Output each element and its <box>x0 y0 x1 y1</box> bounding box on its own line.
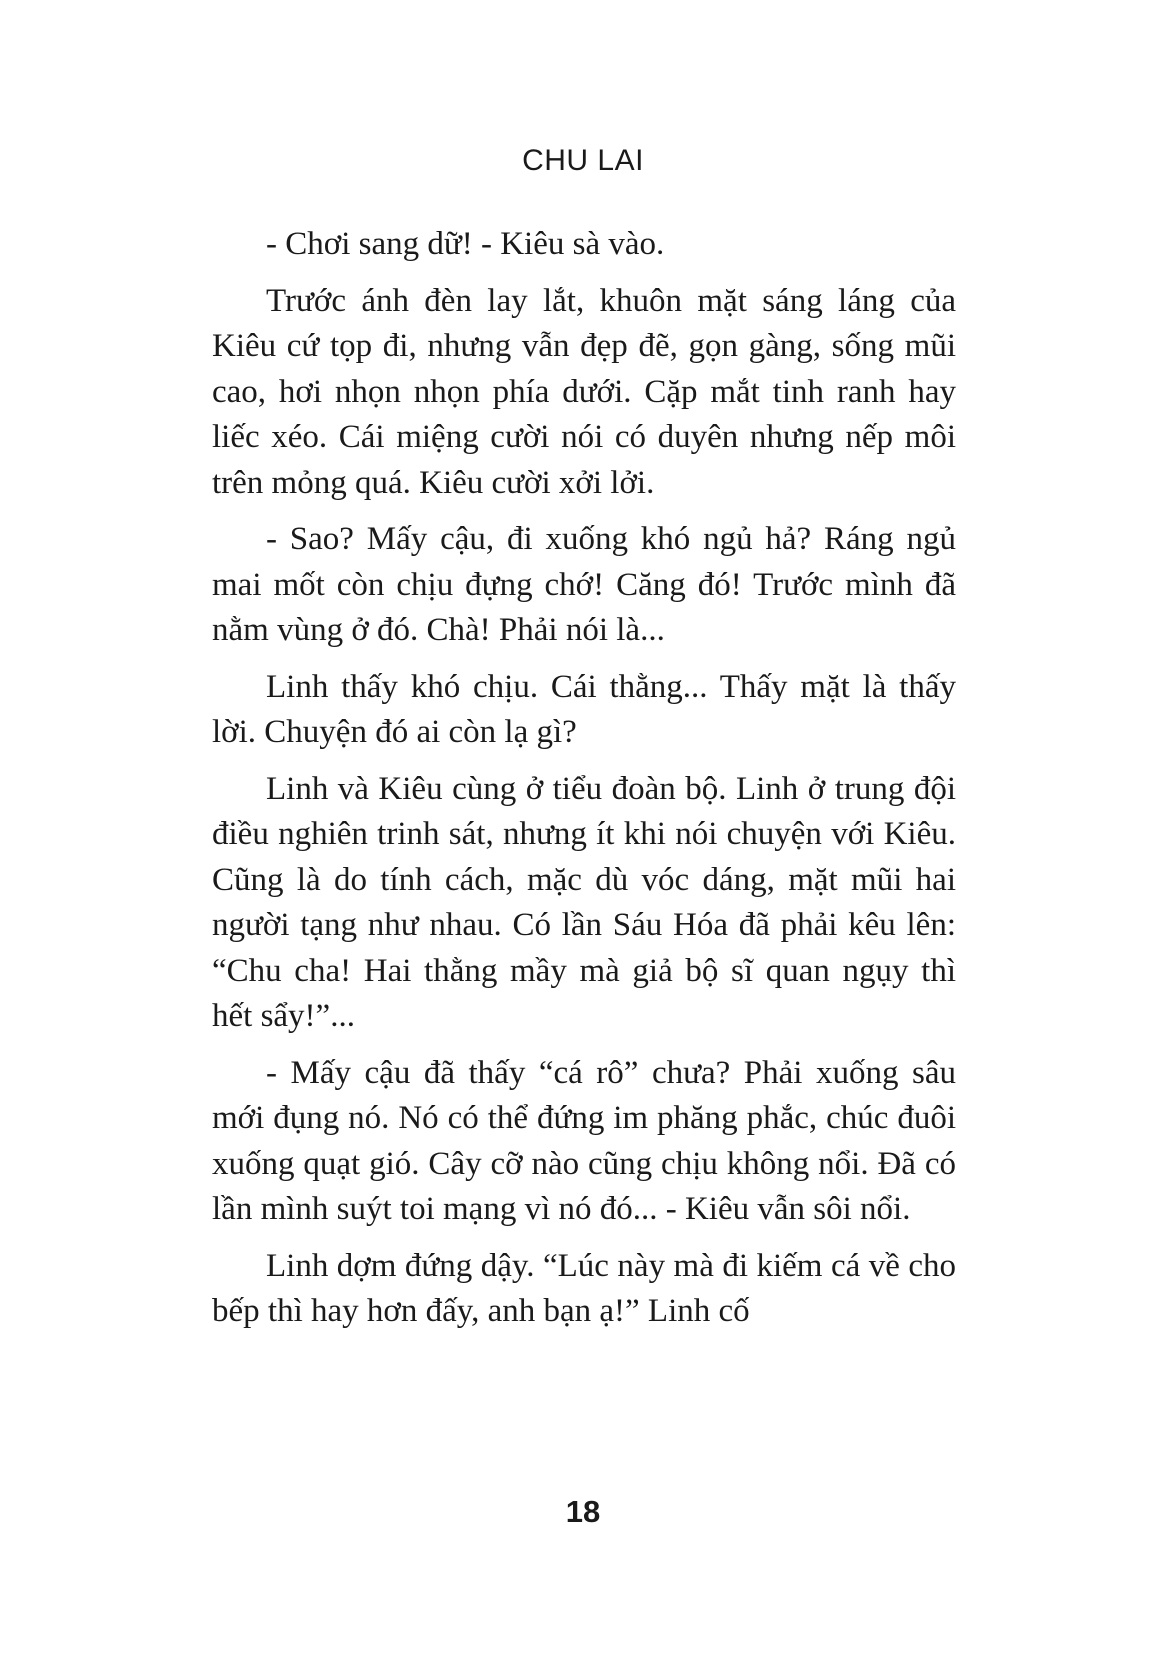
paragraph-1: - Chơi sang dữ! - Kiêu sà vào. <box>266 226 665 262</box>
paragraph-3: - Sao? Mấy cậu, đi xuống khó ngủ hả? Ráng ngủ mai mốt còn chịu đựng chớ! Căng đó! Trước mình đã nằm vùng ở đó. Chà! Phải nói là... <box>212 521 956 648</box>
body-text <box>212 222 956 1335</box>
running-header: CHU LAI <box>522 144 644 177</box>
page-number: 18 <box>565 1494 601 1529</box>
paragraph-6: - Mấy cậu đã thấy “cá rô” chưa? Phải xuống sâu mới đụng nó. Nó có thể đứng im phăng phắc, chúc đuôi xuống quạt gió. Cây cỡ nào cũng chịu không nổi. Đã có lần mình suýt toi mạng vì nó đó... - Kiêu vẫn sôi nổi. <box>212 1054 956 1227</box>
paragraph-5: Linh và Kiêu cùng ở tiểu đoàn bộ. Linh ở trung đội điều nghiên trinh sát, nhưng ít khi nói chuyện với Kiêu. Cũng là do tính cách, mặc dù vóc dáng, mặt mũi hai người tạng như nhau. Có lần Sáu Hóa đã phải kêu lên: “Chu cha! Hai thằng mầy mà giả bộ sĩ quan ngụy thì hết sẩy!”... <box>212 770 956 1034</box>
paragraph-2: Trước ánh đèn lay lắt, khuôn mặt sáng láng của Kiêu cứ tọp đi, nhưng vẫn đẹp đẽ, gọn gàng, sống mũi cao, hơi nhọn nhọn phía dưới. Cặp mắt tinh ranh hay liếc xéo. Cái miệng cười nói có duyên nhưng nếp môi trên mỏng quá. Kiêu cười xởi lởi. <box>212 282 956 501</box>
paragraph-7: Linh dợm đứng dậy. “Lúc này mà đi kiếm cá về cho bếp thì hay hơn đấy, anh bạn ạ!” Linh cố <box>212 1247 956 1329</box>
paragraph-4: Linh thấy khó chịu. Cái thằng... Thấy mặt là thấy lời. Chuyện đó ai còn lạ gì? <box>212 668 956 750</box>
